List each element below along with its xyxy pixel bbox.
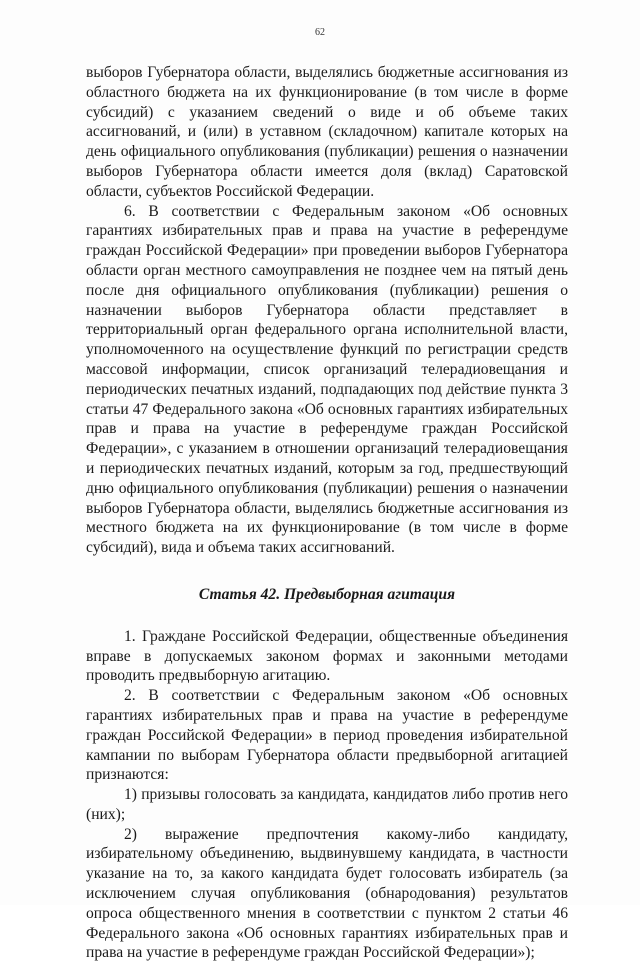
continuation-paragraph: выборов Губернатора области, выделялись бюджетные ассигнования из областного бюджета на их функционирование (в том числе в форме субсидий) с указанием сведений о виде и об объеме таких ассигнований, и (или) в уставном (складочном) капитале которых на день официального опубликования (публикации) решения о назначении выборов Губернатора области имеется доля (вклад) Саратовской области, субъектов Российской Федерации.	[86, 64, 568, 200]
paragraph-1: 1. Граждане Российской Федерации, общественные объединения вправе в допускаемых законом формах и законными методами проводить предвыборную агитацию.	[86, 627, 568, 685]
paragraph-2: 2. В соответствии с Федеральным законом «Об основных гарантиях избирательных прав и права на участие в референдуме граждан Российской Федерации» в период проведения избирательной кампании по выборам Губернатора области предвыборной агитацией признаются:	[86, 687, 568, 784]
document-body	[86, 63, 568, 963]
page-number: 62	[315, 27, 325, 38]
paragraph-6: 6. В соответствии с Федеральным законом «Об основных гарантиях избирательных прав и права на участие в референдуме граждан Российской Федерации» при проведении выборов Губернатора области орган местного самоуправления не позднее чем на пятый день после дня официального опубликования (публикации) решения о назначении выборов Губернатора области представляет в территориальный орган федерального органа исполнительной власти, уполномоченного на осуществление функций по регистрации средств массовой информации, список организаций телерадиовещания и периодических печатных изданий, подпадающих под действие пункта 3 статьи 47 Федерального закона «Об основных гарантиях избирательных прав и права на участие в референдуме граждан Российской Федерации», с указанием в отношении организаций телерадиовещания и периодических печатных изданий, которым за год, предшествующий дню официального опубликования (публикации) решения о назначении выборов Губернатора области, выделялись бюджетные ассигнования из местного бюджета на их функционирование (в том числе в форме субсидий), вида и объема таких ассигнований.	[86, 202, 568, 557]
article-heading: Статья 42. Предвыборная агитация	[198, 585, 456, 603]
subitem-1: 1) призывы голосовать за кандидата, кандидатов либо против него (них);	[86, 786, 568, 823]
subitem-2: 2) выражение предпочтения какому-либо кандидату, избирательному объединению, выдвинувшему кандидата, в частности указание на то, за какого кандидата будет голосовать избиратель (за исключением случая опубликования (обнародования) результатов опроса общественного мнения в соответствии с пунктом 2 статьи 46 Федерального закона «Об основных гарантиях избирательных прав и права на участие в референдуме граждан Российской Федерации»);	[86, 825, 568, 962]
